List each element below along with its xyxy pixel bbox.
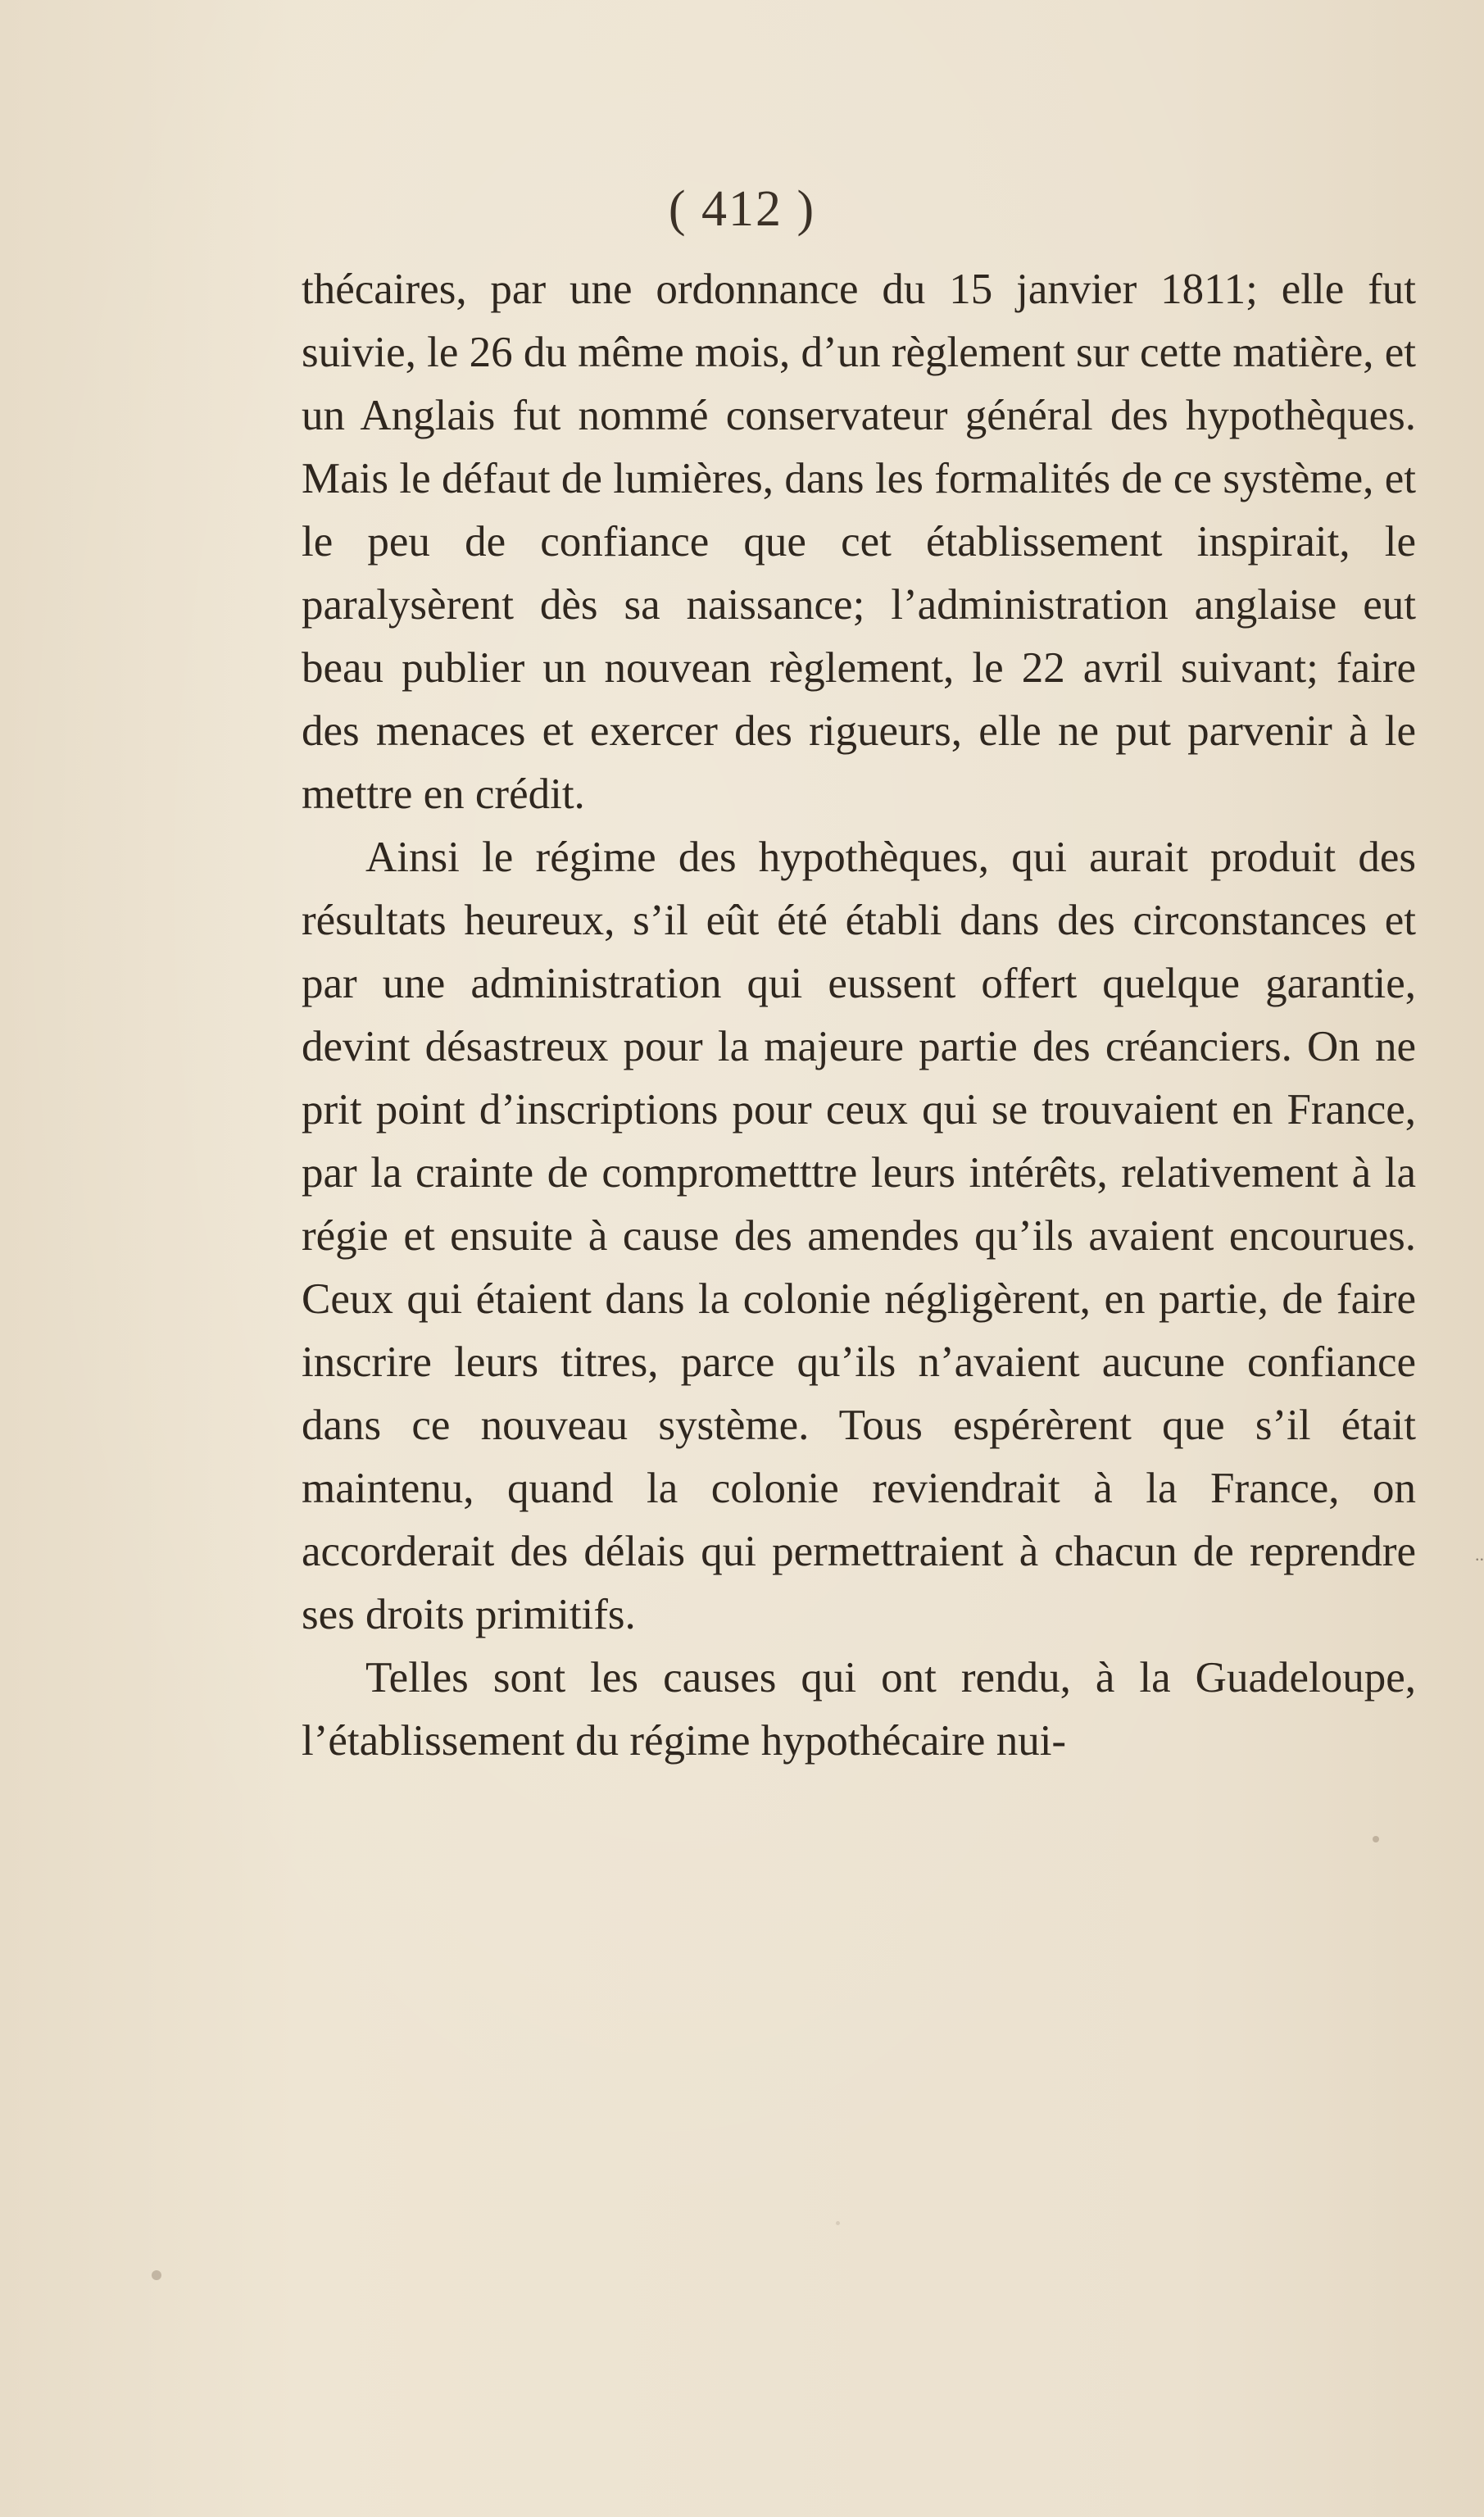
paragraph-2: Ainsi le régime des hypothèques, qui aurait produit des résultats heureux, s’il eût été établi dans des circonstances et par une administration qui eussent offert quelque garantie, devint désastreux pour la majeure partie des créanciers. On ne prit point d’inscriptions pour ceux qui se trouvaient en France, par la crainte de comprometttre leurs intérêts, relativement à la régie et ensuite à cause des amendes qu’ils avaient encourues. Ceux qui étaient dans la colonie négligèrent, en partie, de faire inscrire leurs titres, parce qu’ils n’avaient aucune confiance dans ce nouveau système. Tous espérèrent que s’il était maintenu, quand la colonie reviendrait à la France, on accorderait des délais qui permettraient à chacun de reprendre ses droits primitifs. [302, 834, 1416, 1638]
page-stain [836, 2221, 840, 2225]
page-stain [152, 2270, 161, 2280]
margin-mark: .. [1475, 1544, 1484, 1565]
paragraph-3: Telles sont les causes qui ont rendu, à la Guadeloupe, l’établissement du régime hypothécaire nui- [302, 1654, 1416, 1765]
main-text [302, 258, 1416, 1773]
paragraph-1: thécaires, par une ordonnance du 15 janvier 1811; elle fut suivie, le 26 du même mois, d’un règlement sur cette matière, et un Anglais fut nommé conservateur général des hypothèques. Mais le défaut de lumières, dans les formalités de ce système, et le peu de confiance que cet établissement inspirait, le paralysèrent dès sa naissance; l’administration anglaise eut beau publier un nouvean règlement, le 22 avril suivant; faire des menaces et exercer des rigueurs, elle ne put parvenir à le mettre en crédit. [302, 266, 1416, 818]
page-stain [1373, 1836, 1379, 1842]
page-number: ( 412 ) [668, 181, 816, 237]
